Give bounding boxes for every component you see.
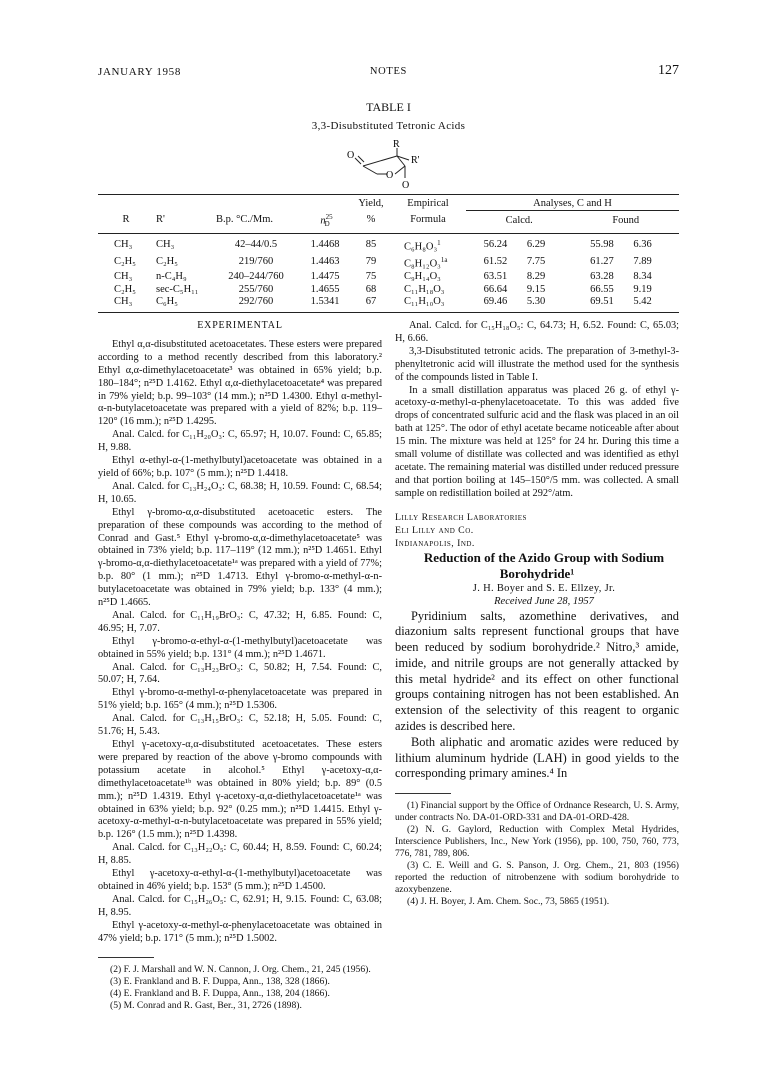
cell-calcd-h: 6.29 (526, 239, 546, 251)
structure-r-prime: R' (411, 155, 420, 166)
running-head-section: NOTES (369, 66, 408, 77)
cell-found-c: 66.55 (590, 283, 614, 295)
cell-calcd-c: 56.24 (483, 239, 508, 251)
experimental-paragraph: Ethyl γ-acetoxy-α-methyl-α-phenylacetoacetate was obtained in 47% yield; b.p. 171° (5 mm.); n²⁵D 1.5002. (98, 919, 382, 944)
left-column (98, 320, 382, 1012)
cell-n: 1.4463 (310, 256, 340, 268)
cell-bp: 292/760 (214, 296, 298, 312)
cell-r: C₂H₅ (114, 283, 136, 295)
table-row (98, 284, 679, 297)
header-r: R (98, 211, 154, 234)
cell-n: 1.4655 (310, 283, 340, 295)
experimental-paragraph: 3,3-Disubstituted tetronic acids. The preparation of 3-methyl-3-phenyltetronic acid will illustrate the method used for the synthesis of the compounds listed in Table I. (395, 345, 679, 383)
article-title: Reduction of the Azido Group with Sodium Borohydride¹ (423, 549, 665, 582)
cell-yield: 85 (365, 239, 377, 251)
cell-r: CH₃ (114, 271, 133, 283)
table-row (98, 234, 679, 255)
lab-affiliation (395, 511, 679, 550)
experimental-paragraph: Anal. Calcd. for C₁₅H₂₆O₅: C, 62.91; H, 9.15. Found: C, 63.08; H, 8.95. (98, 893, 382, 918)
cell-n: 1.4468 (310, 239, 340, 251)
running-head-date: JANUARY 1958 (98, 66, 181, 78)
cell-r: CH₃ (114, 239, 133, 251)
footnote: (1) Financial support by the Office of Ordnance Research, U. S. Army, under contracts No. DA-01-ORD-331 and DA-01-ORD-428. (395, 800, 679, 824)
header-formula-b: Formula (390, 211, 466, 234)
cell-found-c: 55.98 (590, 239, 614, 251)
footnote: (4) E. Frankland and B. F. Duppa, Ann., 138, 204 (1866). (110, 987, 330, 999)
cell-found-h: 5.42 (631, 296, 679, 312)
footnote: (2) F. J. Marshall and W. N. Cannon, J. Org. Chem., 21, 245 (1956). (110, 963, 371, 975)
right-footnotes (395, 800, 679, 908)
cell-formula: C₁₁H₁₀O₃ (390, 296, 466, 312)
experimental-paragraph: Ethyl γ-bromo-α-methyl-α-phenylacetoacetate was prepared in 51% yield; b.p. 165° (4 mm.); n²⁵D 1.5306. (98, 687, 382, 712)
experimental-paragraph: Ethyl γ-bromo-α,α-disubstituted acetoacetic esters. The preparation of these compounds was according to the method of Conrad and Gast.⁵ Ethyl γ-bromo-α,α-dimethylacetoacetate⁵ was obtained in 73% yield; b.p. 117–119° (12 mm.); n²⁵D 1.4651. Ethyl γ-bromo-α,α-diethylacetoacetate¹ᵃ was prepared with a yield of 77%; b.p. 80° (1 mm.); n²⁵D 1.4713. Ethyl γ-bromo-α-methyl-α-n-butylacetoacetate was obtained in 79% yield; b.p. 133° (4 mm.); n²⁵D 1.4665. (98, 506, 382, 609)
cell-r-prime: C₂H₅ (156, 256, 178, 268)
header-n: $n^{25}_D$ (298, 211, 352, 234)
cell-n: 1.5341 (298, 296, 352, 312)
header-analyses: Analyses, C and H (466, 195, 679, 211)
article-paragraph: Both aliphatic and aromatic azides were reduced by lithium aluminum hydride (LAH) in good yields to the corresponding primary amines.⁴ In (395, 734, 679, 781)
cell-bp: 255/760 (238, 283, 274, 295)
cell-found-h: 7.89 (633, 256, 652, 268)
cell-found-h: 6.36 (633, 239, 652, 251)
cell-yield: 75 (365, 271, 377, 283)
header-formula-a: Empirical (390, 195, 466, 211)
header-yield-b: % (352, 211, 390, 234)
experimental-heading: EXPERIMENTAL (197, 320, 283, 331)
experimental-paragraph: Anal. Calcd. for C₁₁H₁₉BrO₃: C, 47.32; H, 6.85. Found: C, 46.95; H, 7.07. (98, 609, 382, 634)
cell-calcd-h: 8.29 (526, 271, 546, 283)
cell-found-h: 9.19 (633, 283, 652, 295)
cell-yield: 79 (365, 256, 377, 268)
cell-formula: C₆H₈O₃$^1$ (404, 239, 441, 253)
cell-r-prime: sec-C₅H₁₁ (156, 283, 199, 295)
cell-r: CH₃ (98, 296, 154, 312)
cell-calcd-c: 66.64 (483, 283, 508, 295)
table-row (98, 296, 679, 312)
cell-formula: C₈H₁₂O₃$^{1a}$ (404, 256, 448, 270)
cell-bp: 219/760 (238, 256, 274, 268)
cell-calcd-h: 7.75 (526, 256, 546, 268)
experimental-paragraph: Anal. Calcd. for C₁₃H₂₂O₅: C, 60.44; H, 8.59. Found: C, 60.24; H, 8.85. (98, 842, 382, 867)
lab-line: Eli Lilly and Co. (395, 524, 474, 536)
right-column (395, 320, 679, 908)
cell-found-h: 8.34 (633, 271, 652, 283)
cell-calcd-h: 5.30 (525, 296, 573, 312)
experimental-paragraph: Anal. Calcd. for C₁₃H₂₃BrO₃: C, 50.82; H, 7.54. Found: C, 50.07; H, 7.64. (98, 661, 382, 686)
experimental-paragraph: Ethyl α-ethyl-α-(1-methylbutyl)acetoacetate was obtained in a yield of 66%; b.p. 107° (5 mm.); n²⁵D 1.4418. (98, 455, 382, 479)
article-authors: J. H. Boyer and S. E. Ellzey, Jr. (472, 582, 616, 594)
received-date: Received June 28, 1957 (494, 595, 594, 607)
header-r-prime: R' (154, 211, 214, 234)
experimental-paragraph: Ethyl γ-acetoxy-α-ethyl-α-(1-methylbutyl)acetoacetate was obtained in 46% yield; b.p. 153° (5 mm.); n²⁵D 1.4500. (98, 868, 382, 892)
experimental-paragraph: Anal. Calcd. for C₁₁H₂₀O₃: C, 65.97; H, 10.07. Found: C, 65.85; H, 9.88. (98, 429, 382, 454)
cell-r-prime: n-C₄H₉ (156, 271, 187, 283)
cell-r: C₂H₅ (114, 256, 136, 268)
footnote-rule (395, 793, 451, 794)
structure-o-left: O (347, 150, 355, 161)
cell-found-c: 63.28 (590, 271, 614, 283)
lab-line: Indianapolis, Ind. (395, 537, 475, 549)
tetronic-acid-structure (325, 138, 445, 193)
cell-found-c: 69.51 (572, 296, 631, 312)
header-found: Found (572, 211, 679, 234)
table-row (98, 254, 679, 271)
table-label: TABLE I (366, 100, 411, 114)
cell-yield: 68 (365, 283, 377, 295)
experimental-paragraph: Anal. Calcd. for C₁₃H₁₅BrO₃: C, 52.18; H, 5.05. Found: C, 51.76; H, 5.43. (98, 713, 382, 738)
article-paragraph: Pyridinium salts, azomethine derivatives, and diazonium salts represent functional groups that have been reduced by sodium borohydride.² Nitro,³ amide, imide, and nitrile groups are not generally attacked by this metal hydride² and its effect on other functional groups containing nitrogen has not been established. An extension of the selectivity of this reagent to organic azides is described here. (395, 608, 679, 734)
left-footnotes (98, 964, 382, 1012)
cell-bp: 42–44/0.5 (234, 239, 278, 251)
cell-yield: 67 (352, 296, 390, 312)
header-bp: B.p. °C./Mm. (214, 211, 298, 234)
formula-footnote-ref: 1a (440, 256, 448, 265)
cell-calcd-c: 61.52 (483, 256, 508, 268)
cell-calcd-c: 63.51 (483, 271, 508, 283)
footnote: (3) C. E. Weill and G. S. Panson, J. Org. Chem., 21, 803 (1956) reported the reduction of nitrobenzene with sodium borohydride to azoxybenzene. (395, 860, 679, 896)
table-caption: 3,3-Disubstituted Tetronic Acids (311, 120, 466, 132)
cell-formula: C₉H₁₄O₃ (404, 271, 441, 283)
cell-r-prime: CH₃ (156, 239, 175, 251)
footnote: (5) M. Conrad and R. Gast, Ber., 31, 2726 (1898). (110, 999, 302, 1011)
header-calcd: Calcd. (466, 211, 572, 234)
table-row (98, 271, 679, 284)
structure-r: R (393, 139, 400, 150)
experimental-paragraph: Ethyl γ-acetoxy-α,α-disubstituted acetoacetates. These esters were prepared by reaction of the above γ-bromo compounds with potassium acetate in alcohol.⁵ Ethyl γ-acetoxy-α,α-dimethylacetoacetate¹ᵇ was obtained in 80% yield; b.p. 89° (0.5 mm.); n²⁵D 1.4319. Ethyl γ-acetoxy-α,α-diethylacetoacetate¹ᵃ was obtained in 63% yield; b.p. 92° (0.25 mm.); n²⁵D 1.4415. Ethyl γ-acetoxy-α-methyl-α-n-butylacetoacetate was prepared in 55% yield; b.p. 126° (1.5 mm.); n²⁵D 1.4398. (98, 739, 382, 841)
footnote-rule (98, 957, 154, 958)
experimental-paragraph: Ethyl α,α-disubstituted acetoacetates. These esters were prepared according to a method recently described from this laboratory.² Ethyl α,α-dimethylacetoacetate³ was obtained in 65% yield; b.p. 180–184°; n²⁵D 1.4162. Ethyl α,α-diethylacetoacetate⁴ was prepared in 79% yield; b.p. 99–103° (14 mm.); n²⁵D 1.4300. Ethyl α-methyl-α-n-butylacetoacetate was prepared with a yield of 82%; b.p. 119–120° (16 mm.); n²⁵D 1.4295. (98, 338, 382, 428)
cell-formula: C₁₁H₁₈O₃ (404, 283, 445, 295)
lab-line: Lilly Research Laboratories (395, 511, 527, 523)
running-head (98, 64, 679, 82)
cell-r-prime: C₆H₅ (154, 296, 214, 312)
tetronic-acids-table (98, 194, 679, 313)
cell-bp: 240–244/760 (228, 271, 284, 283)
structure-o-bottom: O (402, 180, 410, 191)
footnote: (3) E. Frankland and B. F. Duppa, Ann., 138, 328 (1866). (110, 975, 330, 987)
footnote: (2) N. G. Gaylord, Reduction with Complex Metal Hydrides, Interscience Publishers, Inc., New York (1956), pp. 100, 750, 760, 773, 776, 781, 789, 806. (395, 824, 679, 860)
formula-footnote-ref: 1 (437, 239, 441, 248)
page-number: 127 (658, 63, 679, 78)
cell-calcd-h: 9.15 (526, 283, 546, 295)
footnote: (4) J. H. Boyer, J. Am. Chem. Soc., 73, 5865 (1951). (407, 896, 610, 908)
experimental-paragraph: Ethyl γ-bromo-α-ethyl-α-(1-methylbutyl)acetoacetate was obtained in 55% yield; b.p. 131° (4 mm.); n²⁵D 1.4671. (98, 635, 382, 660)
header-yield-a: Yield, (352, 195, 390, 211)
structure-o-ring: O (386, 170, 394, 181)
experimental-paragraph: Anal. Calcd. for C₁₃H₂₄O₃: C, 68.38; H, 10.59. Found: C, 68.54; H, 10.65. (98, 480, 382, 505)
experimental-paragraph: In a small distillation apparatus was placed 26 g. of ethyl γ-acetoxy-α-methyl-α-phenylacetoacetate. To this was added five drops of concentrated sulfuric acid and the flask was placed in an oil bath at 125°. The odor of ethyl acetate became noticeable after about 15 min. The mixture was held at 125° for 24 hr. During this time a small volume of distillate was collected and was identified as ethyl acetate. The remaining material was distilled under reduced pressure and that portion boiling at 145–150°/5 mm. was collected. A small sample on redistillation boiled at 292°/atm. (395, 384, 679, 499)
cell-calcd-c: 69.46 (466, 296, 525, 312)
experimental-paragraph: Anal. Calcd. for C₁₅H₁₈O₅: C, 64.73; H, 6.52. Found: C, 65.03; H, 6.66. (395, 320, 679, 344)
cell-n: 1.4475 (310, 271, 340, 283)
cell-found-c: 61.27 (590, 256, 614, 268)
